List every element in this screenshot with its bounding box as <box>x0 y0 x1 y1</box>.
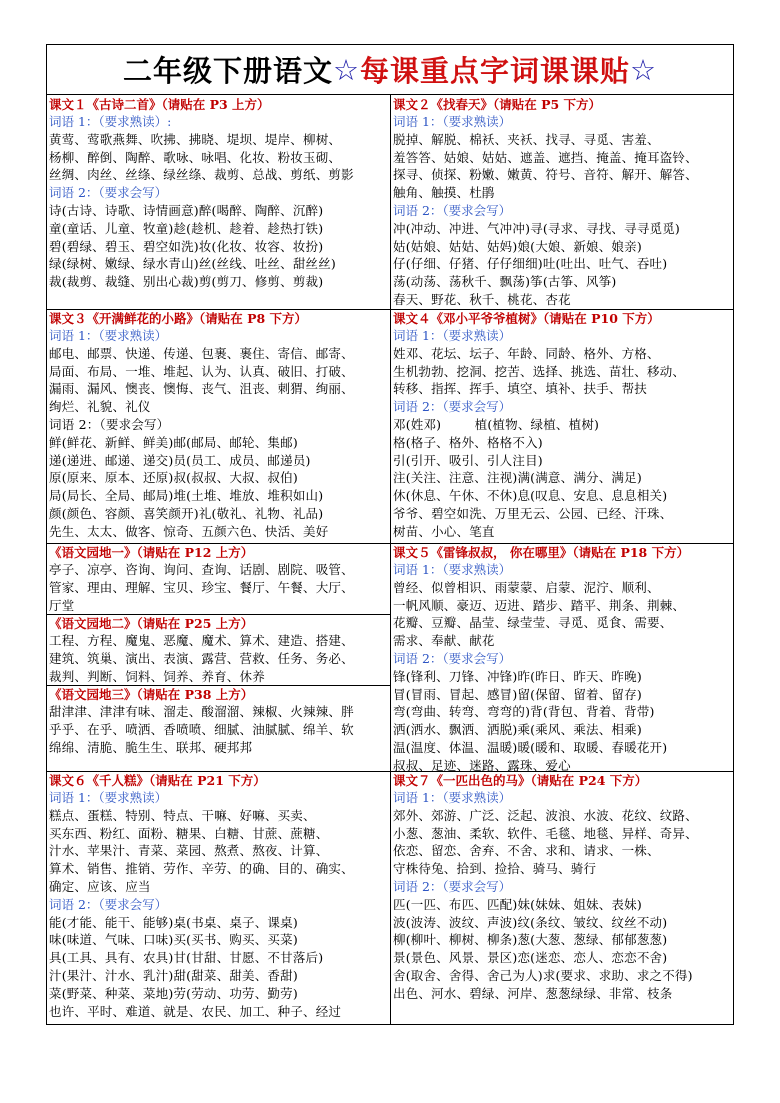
vocab-line: 汁水、苹果汁、青菜、菜园、熬煮、熬夜、计算、 <box>49 843 329 859</box>
vocab-line: 郊外、郊游、广泛、泛起、波浪、水波、花纹、纹路、 <box>393 807 698 823</box>
lesson-1-block <box>47 96 390 309</box>
lesson-heading: 课文６《千人糕》（请贴在 P21 下方） <box>49 773 266 788</box>
vocab-line: 休(休息、午休、不休)息(叹息、安息、息息相关) <box>393 488 668 504</box>
vocab-line: 甜津津、津津有味、溜走、酸溜溜、辣椒、火辣辣、胖 <box>49 704 354 719</box>
vocab-line: 能(才能、能干、能够)桌(书桌、桌子、课桌) <box>49 914 298 930</box>
star-icon: ☆ <box>333 52 360 87</box>
vocab-line: 鲜(鲜花、新鲜、鲜美)邮(邮局、邮轮、集邮) <box>49 434 298 450</box>
vocab-read-label: 词语 1：（要求熟读） <box>393 562 512 577</box>
vocab-line: 也许、平时、难道、就是、农民、加工、种子、经过 <box>49 1003 342 1019</box>
vocab-line: 碧(碧绿、碧玉、碧空如洗)妆(化妆、妆容、妆扮) <box>49 238 324 254</box>
vocab-line: 匹(一匹、布匹、匹配)妹(妹妹、姐妹、表妹) <box>393 896 642 912</box>
vocab-line: 亭子、凉亭、咨询、询问、查询、话剧、剧院、吸管、 <box>49 562 354 577</box>
vocab-line: 算术、销售、推销、劳作、辛劳、的确、目的、确实、 <box>49 861 354 877</box>
vocab-line: 姑(姑娘、姑姑、姑妈)娘(大娘、新娘、娘亲) <box>393 238 642 254</box>
vocab-line: 景(景色、风景、景区)恋(迷恋、恋人、恋恋不舍) <box>393 950 668 966</box>
vocab-line: 转移、指挥、挥手、填空、填补、扶手、帮扶 <box>393 381 648 397</box>
lesson-3-block <box>47 310 390 543</box>
vocab-line: 花瓣、豆瓣、晶莹、绿莹莹、寻觅、觅食、需要、 <box>393 615 673 631</box>
vocab-line: 局面、布局、一堆、堆起、认为、认真、破旧、打破、 <box>49 363 354 379</box>
page-title <box>47 45 733 95</box>
sticker-sheet <box>46 44 734 1025</box>
vocab-line: 味(味道、气味、口味)买(买书、购买、买菜) <box>49 932 298 948</box>
lesson-heading: 课文５《雷锋叔叔， 你在哪里》（请贴在 P18 下方） <box>393 545 690 560</box>
vocab-line: 守株待兔、拾到、捡拾、骑马、骑行 <box>393 861 597 877</box>
vocab-line: 原(原来、原本、还原)叔(叔叔、大叔、叔伯) <box>49 470 298 486</box>
vocab-line: 厅堂 <box>49 597 75 613</box>
garden-2-block <box>47 615 390 685</box>
vocab-write-label: 词语 2：（要求会写） <box>393 878 512 894</box>
lesson-7-block <box>391 772 733 1024</box>
vocab-line: 建筑、筑巢、演出、表演、露营、营救、任务、务必、 <box>49 650 354 666</box>
vocab-line: 曾经、似曾相识、雨蒙蒙、启蒙、泥泞、顺利、 <box>393 579 660 595</box>
vocab-line: 工程、方程、魔鬼、恶魔、魔术、算术、建造、搭建、 <box>49 633 354 648</box>
vocab-line: 先生、太太、做客、惊奇、五颜六色、快活、美好 <box>49 523 329 539</box>
lesson-5-block <box>391 544 733 771</box>
vocab-line: 绿(绿树、嫩绿、绿水青山)丝(丝线、吐丝、甜丝丝) <box>49 256 337 272</box>
vocab-line: 裁判、判断、饲料、饲养、养育、休养 <box>49 668 265 684</box>
garden-3-block <box>47 686 390 771</box>
vocab-line: 爷爷、碧空如洗、万里无云、公园、已经、汗珠、 <box>393 505 673 521</box>
vocab-line: 锋(锋利、刀锋、冲锋)昨(昨日、昨天、昨晚) <box>393 668 642 684</box>
vocab-write-label: 词语 2：（要求会写） <box>393 202 512 218</box>
vocab-read-label: 词语 1：（要求熟读） <box>393 328 512 343</box>
lesson-2-block <box>391 96 733 309</box>
vocab-line: 童(童话、儿童、牧童)趁(趁机、趁着、趁热打铁) <box>49 220 324 236</box>
vocab-line: 诗(古诗、诗歌、诗情画意)醉(喝醉、陶醉、沉醉) <box>49 202 324 218</box>
vocab-read-label: 词语 1：（要求熟读） <box>49 790 168 805</box>
lesson-heading: 课文４《邓小平爷爷植树》（请贴在 P10 下方） <box>393 311 660 326</box>
vocab-line: 探寻、侦探、粉嫩、嫩黄、符号、音符、解开、解答、 <box>393 167 698 183</box>
vocab-line: 裁(裁剪、裁缝、别出心裁)剪(剪刀、修剪、剪裁) <box>49 274 324 290</box>
vocab-read-label: 词语 1：（要求熟读） <box>49 328 168 343</box>
vocab-line: 丝绸、肉丝、丝绦、绿丝绦、裁剪、总战、剪纸、剪影 <box>49 167 354 183</box>
vocab-line: 菜(野菜、种菜、菜地)劳(劳动、功劳、勤劳) <box>49 985 298 1001</box>
lesson-heading: 课文２《找春天》（请贴在 P5 下方） <box>393 97 602 112</box>
vocab-read-label: 词语 1：（要求熟读） <box>393 790 512 805</box>
lesson-heading: 课文７《一匹出色的马》（请贴在 P24 下方） <box>393 773 648 788</box>
vocab-line: 树苗、小心、笔直 <box>393 523 495 539</box>
vocab-read-label: 词语 1：（要求熟读） <box>393 114 512 129</box>
lesson-heading: 课文１《古诗二首》（请贴在 P3 上方） <box>49 97 270 112</box>
vocab-line: 乎乎、在乎、喷洒、香喷喷、细腻、油腻腻、绵羊、软 <box>49 721 354 737</box>
vocab-line: 邮电、邮票、快递、传递、包裹、裹住、寄信、邮寄、 <box>49 345 354 361</box>
vocab-line: 杨柳、醉倒、陶醉、歌咏、咏唱、化妆、粉妆玉砌、 <box>49 149 342 165</box>
lesson-6-block <box>47 772 390 1024</box>
vocab-line: 注(关注、注意、注视)满(满意、满分、满足) <box>393 470 642 486</box>
vocab-line: 温(温度、体温、温暖)暖(暖和、取暖、春暖花开) <box>393 739 668 755</box>
vocab-line: 冲(冲动、冲进、气冲冲)寻(寻求、寻找、寻寻觅觅) <box>393 220 681 236</box>
vocab-line: 管家、理由、理解、宝贝、珍宝、餐厅、午餐、大厅、 <box>49 579 354 595</box>
title-main: 每课重点字词课课贴 <box>360 54 631 88</box>
lesson-4-block <box>391 310 733 543</box>
vocab-line: 糕点、蛋糕、特别、特点、干嘛、好嘛、买卖、 <box>49 807 316 823</box>
vocab-line: 出色、河水、碧绿、河岸、葱葱绿绿、非常、枝条 <box>393 985 673 1001</box>
vocab-write-label: 词语 2：（要求会写） <box>393 399 512 415</box>
vocab-write-label: 词语 2：（要求会写） <box>393 650 512 666</box>
vocab-line: 生机勃勃、挖洞、挖苦、选择、挑选、苗壮、移动、 <box>393 363 686 379</box>
vocab-write-label: 词语 2：（要求会写） <box>49 416 170 432</box>
lesson-heading: 课文３《开满鲜花的小路》（请贴在 P8 下方） <box>49 311 308 326</box>
vocab-line: 冒(冒雨、冒起、感冒)留(保留、留着、留存) <box>393 686 642 702</box>
vocab-line: 柳(柳叶、柳树、柳条)葱(大葱、葱绿、郁郁葱葱) <box>393 932 668 948</box>
vocab-line: 具(工具、具有、农具)甘(甘甜、甘愿、不甘落后) <box>49 950 324 966</box>
vocab-line: 买东西、粉红、面粉、糖果、白糖、甘蔗、蔗糖、 <box>49 825 329 841</box>
vocab-line: 局(局长、全局、邮局)堆(土堆、堆放、堆积如山) <box>49 488 324 504</box>
vocab-line: 黄莺、莺歌燕舞、吹拂、拂晓、堤坝、堤岸、柳树、 <box>49 131 342 147</box>
vocab-line: 需求、奉献、献花 <box>393 633 495 649</box>
vocab-write-label: 词语 2：（要求会写） <box>49 185 168 201</box>
star-icon: ☆ <box>630 52 658 87</box>
vocab-line: 洒(洒水、飘洒、洒脱)乘(乘风、乘法、相乘) <box>393 722 642 738</box>
vocab-line: 春天、野花、秋千、桃花、杏花 <box>393 291 571 307</box>
vocab-line: 一帆风顺、豪迈、迈进、踏步、踏平、荆条、荆棘、 <box>393 597 686 613</box>
vocab-line: 漏雨、漏风、懊丧、懊悔、丧气、沮丧、刺猬、绚丽、 <box>49 381 354 397</box>
title-grade: 二年级下册语文 <box>122 54 333 88</box>
vocab-line: 绵绵、清脆、脆生生、联邦、硬邦邦 <box>49 739 253 755</box>
vocab-line: 引(引开、吸引、引人注目) <box>393 452 543 468</box>
vocab-line: 波(波涛、波纹、声波)纹(条纹、皱纹、纹丝不动) <box>393 914 668 930</box>
lesson-heading: 《语文园地二》（请贴在 P25 上方） <box>49 616 254 631</box>
vocab-line: 荡(动荡、荡秋千、飘荡)筝(古筝、风筝) <box>393 274 617 290</box>
vocab-line: 邓(姓邓) 植(植物、绿植、植树) <box>393 416 600 432</box>
lesson-heading: 《语文园地三》（请贴在 P38 上方） <box>49 687 254 702</box>
vocab-line: 羞答答、姑娘、姑姑、遮盖、遮挡、掩盖、掩耳盗铃、 <box>393 149 698 165</box>
vocab-line: 依恋、留恋、舍弃、不舍、求和、请求、一株、 <box>393 843 660 859</box>
vocab-line: 姓邓、花坛、坛子、年龄、同龄、格外、方格、 <box>393 345 660 361</box>
vocab-line: 舍(取舍、舍得、舍己为人)求(要求、求助、求之不得) <box>393 967 693 983</box>
vocab-line: 格(格子、格外、格格不入) <box>393 434 543 450</box>
garden-1-block <box>47 544 390 614</box>
vocab-line: 绚烂、礼貌、礼仪 <box>49 399 151 415</box>
vocab-line: 仔(仔细、仔猪、仔仔细细)吐(吐出、吐气、吞吐) <box>393 256 668 272</box>
vocab-line: 触角、触摸、杜鹃 <box>393 185 495 201</box>
lesson-heading: 《语文园地一》（请贴在 P12 上方） <box>49 545 254 560</box>
vocab-line: 递(递进、邮递、递交)员(员工、成员、邮递员) <box>49 452 311 468</box>
vocab-write-label: 词语 2：（要求会写） <box>49 896 168 912</box>
vocab-line: 脱掉、解脱、棉袄、夹袄、找寻、寻觅、害羞、 <box>393 131 660 147</box>
vocab-line: 汁(果汁、汁水、乳汁)甜(甜菜、甜美、香甜) <box>49 967 298 983</box>
vocab-line: 颜(颜色、容颜、喜笑颜开)礼(敬礼、礼物、礼品) <box>49 505 324 521</box>
vocab-line: 小葱、葱油、柔软、软件、毛毯、地毯、异样、奇异、 <box>393 825 698 841</box>
vocab-line: 确定、应该、应当 <box>49 878 151 894</box>
vocab-line: 叔叔、足迹、迷路、露珠、爱心 <box>393 757 571 771</box>
vocab-line: 弯(弯曲、转弯、弯弯的)背(背包、背着、背带) <box>393 704 655 720</box>
vocab-read-label: 词语 1：（要求熟读）: <box>49 114 172 129</box>
